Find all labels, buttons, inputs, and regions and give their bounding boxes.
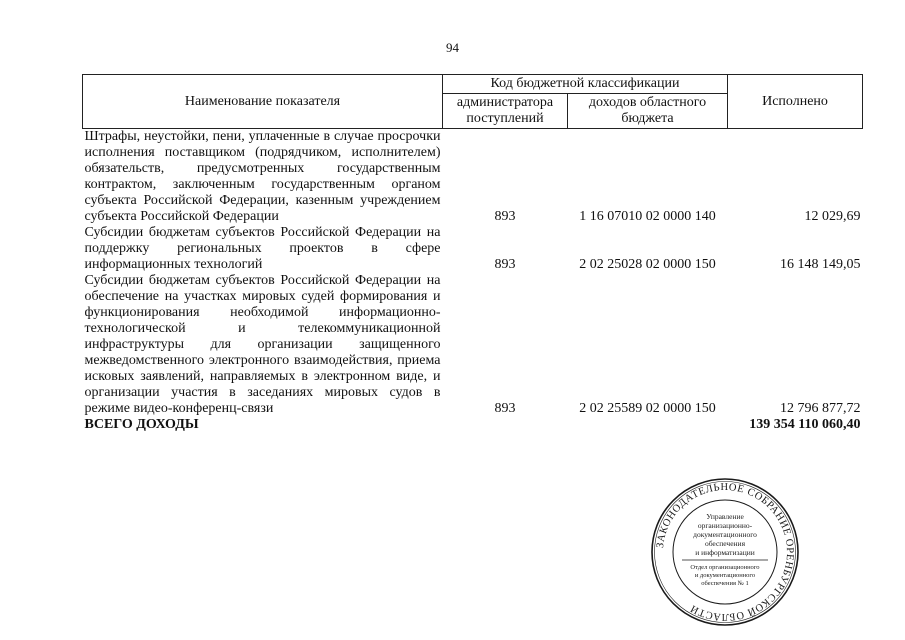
total-row	[83, 417, 863, 433]
budget-table-container	[82, 74, 862, 433]
budget-table	[82, 74, 863, 433]
row-name: Субсидии бюджетам субъектов Российской Федерации на поддержку региональных проектов в сфере информационных технологий	[84, 225, 441, 272]
row-name: Субсидии бюджетам субъектов Российской Федерации на обеспечение на участках мировых судей формирования и функционирования необходимой информационно-технологической и телекоммуникационной инфраструктуры для организации защищенного межведомственного электронного взаимодействия, приема исковых заявлений, направляемых в электронном виде, и организации участия в заседаниях мировых судов в режиме видео-конференц-связи	[84, 273, 441, 416]
page-number: 94	[446, 40, 459, 55]
total-executed: 139 354 110 060,40	[749, 417, 861, 432]
row-executed: 12 796 877,72	[780, 401, 861, 416]
stamp-line: обеспечения № 1	[701, 580, 749, 587]
stamp-line: организационно-	[697, 521, 753, 530]
row-executed: 12 029,69	[804, 209, 861, 224]
stamp-line: обеспечения	[704, 539, 746, 548]
row-revenue-code: 2 02 25028 02 0000 150	[579, 257, 716, 272]
stamp-line: Отдел организационного	[690, 564, 760, 571]
table-row	[83, 225, 863, 273]
stamp-line: Управление	[706, 512, 744, 521]
table-row	[83, 129, 863, 226]
header-name: Наименование показателя	[83, 75, 443, 129]
row-revenue-code: 1 16 07010 02 0000 140	[579, 209, 716, 224]
header-executed: Исполнено	[728, 75, 863, 129]
stamp-outer-text: ЗАКОНОДАТЕЛЬНОЕ СОБРАНИЕ ОРЕНБУРГСКОЙ ОБЛАСТИ	[655, 481, 796, 623]
row-revenue-code: 2 02 25589 02 0000 150	[579, 401, 716, 416]
row-name: Штрафы, неустойки, пени, уплаченные в случае просрочки исполнения поставщиком (подрядчиком, исполнителем) обязательств, предусмотренных государственным контрактом, заключенным государственным органом субъекта Российской Федерации, казенным учреждением субъекта Российской Федерации	[84, 129, 441, 224]
row-executed: 16 148 149,05	[780, 257, 861, 272]
row-admin-code: 893	[494, 401, 516, 416]
table-row	[83, 273, 863, 417]
stamp-line: и информатизации	[695, 548, 755, 557]
row-admin-code: 893	[494, 257, 516, 272]
stamp-line: документационного	[693, 530, 757, 539]
stamp-line: и документационного	[694, 572, 756, 579]
header-code-group: Код бюджетной классификации	[443, 75, 728, 94]
header-revenue: доходов областного бюджета	[568, 94, 728, 129]
total-label: ВСЕГО ДОХОДЫ	[84, 417, 199, 432]
header-admin: администратора поступлений	[443, 94, 568, 129]
official-stamp	[650, 477, 800, 627]
row-admin-code: 893	[494, 209, 516, 224]
